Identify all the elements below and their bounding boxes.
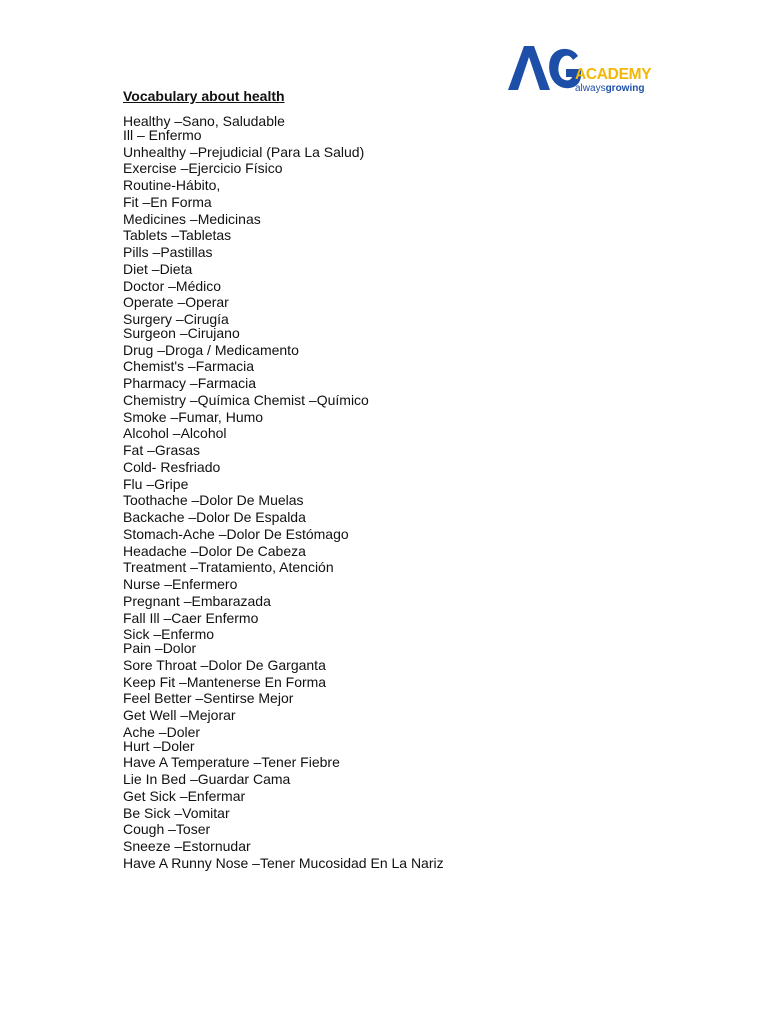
vocabulary-item: Healthy –Sano, Saludable	[123, 113, 285, 129]
vocabulary-item: Get Sick –Enfermar	[123, 787, 246, 804]
vocabulary-item: Flu –Gripe	[123, 475, 189, 492]
vocabulary-item: Headache –Dolor De Cabeza	[123, 542, 306, 559]
vocabulary-item: Exercise –Ejercicio Físico	[123, 160, 283, 177]
vocabulary-item: Pain –Dolor	[123, 640, 197, 656]
vocabulary-item: Medicines –Medicinas	[123, 210, 261, 227]
vocabulary-item: Cough –Toser	[123, 821, 211, 838]
vocabulary-item: Pills –Pastillas	[123, 244, 213, 260]
vocabulary-item: Backache –Dolor De Espalda	[123, 509, 306, 525]
vocabulary-item: Drug –Droga / Medicamento	[123, 341, 299, 358]
vocabulary-item: Tablets –Tabletas	[123, 227, 232, 244]
logo-tagline-text: alwaysgrowing	[575, 83, 645, 94]
vocabulary-item: Nurse –Enfermero	[123, 576, 238, 592]
vocabulary-item: Lie In Bed –Guardar Cama	[123, 771, 291, 787]
vocabulary-item: Sick –Enfermo	[123, 626, 215, 643]
vocabulary-item: Pregnant –Embarazada	[123, 592, 271, 609]
vocabulary-item: Cold- Resfriado	[123, 458, 221, 475]
vocabulary-item: Keep Fit –Mantenerse En Forma	[123, 673, 327, 690]
vocabulary-item: Be Sick –Vomitar	[123, 804, 230, 821]
vocabulary-item: Get Well –Mejorar	[123, 707, 236, 723]
vocabulary-item: Pharmacy –Farmacia	[123, 375, 257, 391]
vocabulary-item: Have A Runny Nose –Tener Mucosidad En La Nariz	[123, 854, 444, 871]
logo-name-text: ACADEMY	[575, 66, 652, 83]
vocabulary-item: Fat –Grasas	[123, 442, 201, 458]
vocabulary-item: Alcohol –Alcohol	[123, 425, 227, 442]
vocabulary-item: Treatment –Tratamiento, Atención	[123, 559, 334, 576]
vocabulary-item: Operate –Operar	[123, 294, 229, 311]
ag-academy-logo	[506, 42, 662, 94]
vocabulary-item: Smoke –Fumar, Humo	[123, 408, 264, 425]
vocabulary-item: Fall Ill –Caer Enfermo	[123, 609, 259, 626]
vocabulary-item: Unhealthy –Prejudicial (Para La Salud)	[123, 143, 365, 160]
vocabulary-item: Routine-Hábito,	[123, 177, 221, 193]
vocabulary-item: Chemist's –Farmacia	[123, 358, 255, 375]
vocabulary-item: Ill – Enfermo	[123, 126, 202, 143]
vocabulary-item: Feel Better –Sentirse Mejor	[123, 690, 294, 707]
vocabulary-item: Sneeze –Estornudar	[123, 838, 251, 854]
vocabulary-item: Have A Temperature –Tener Fiebre	[123, 754, 340, 771]
vocabulary-item: Fit –En Forma	[123, 193, 212, 210]
vocabulary-item: Sore Throat –Dolor De Garganta	[123, 656, 326, 673]
vocabulary-item: Doctor –Médico	[123, 277, 222, 294]
vocabulary-item: Ache –Doler	[123, 723, 201, 740]
vocabulary-item: Toothache –Dolor De Muelas	[123, 492, 304, 509]
vocabulary-list	[123, 113, 444, 872]
vocabulary-item: Stomach-Ache –Dolor De Estómago	[123, 525, 349, 542]
vocabulary-item: Diet –Dieta	[123, 260, 193, 277]
vocabulary-item: Surgeon –Cirujano	[123, 324, 240, 341]
vocabulary-item: Surgery –Cirugía	[123, 311, 229, 327]
vocabulary-item: Chemistry –Química Chemist –Químico	[123, 391, 369, 408]
page-title: Vocabulary about health	[123, 88, 285, 104]
vocabulary-item: Hurt –Doler	[123, 737, 195, 754]
